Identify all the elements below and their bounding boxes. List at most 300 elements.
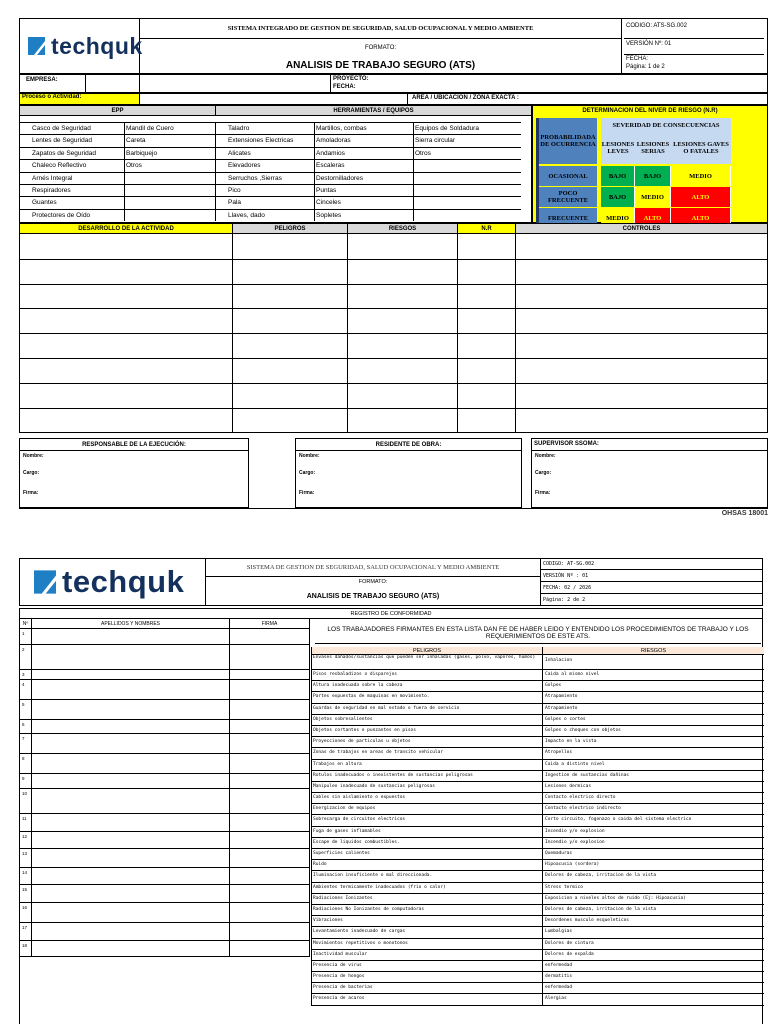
doc-title-2: ANALISIS DE TRABAJO SEGURO (ATS) bbox=[206, 587, 541, 605]
signer-signature-field[interactable] bbox=[230, 941, 310, 956]
tool-item: Pala bbox=[216, 196, 315, 208]
signer-row bbox=[20, 885, 310, 903]
hazard-text: Radiaciones No Ionizantes de computadoras bbox=[311, 905, 543, 915]
header-2 bbox=[19, 558, 763, 606]
hazard-text: Pisos resbaladizos o disparejos bbox=[311, 670, 543, 680]
hazard-text: Inactividad muscular bbox=[311, 950, 543, 960]
proceso-label: Proceso o Actividad: bbox=[20, 94, 140, 104]
matrix-row bbox=[539, 166, 733, 186]
risk-text: Contacto electrico indirecto bbox=[545, 806, 621, 812]
activity-cell[interactable] bbox=[20, 384, 233, 408]
epp-item: Protectores de Oído bbox=[20, 209, 125, 221]
risk-level-cell: ALTO bbox=[635, 208, 671, 228]
signer-signature-field[interactable] bbox=[230, 670, 310, 679]
hazard-text: Rotulos inadecuados o inexistentes de sustancias peligrosas bbox=[311, 771, 543, 781]
matrix-rows bbox=[539, 166, 733, 229]
signer-name-field[interactable] bbox=[32, 754, 230, 773]
activity-cell[interactable] bbox=[516, 359, 767, 383]
activity-row bbox=[20, 259, 767, 284]
risk-grid bbox=[536, 118, 730, 224]
epp-tools-row bbox=[20, 209, 531, 221]
hazard-text: Energizacion de equipos bbox=[311, 804, 543, 814]
hazard-text: Objetos cortantes o punzantes en pisos bbox=[311, 726, 543, 736]
activity-cell[interactable] bbox=[20, 309, 233, 333]
risk-text: Atrapamiento bbox=[545, 694, 578, 700]
signer-name-field[interactable] bbox=[32, 629, 230, 644]
risk-text: Atropellos bbox=[545, 750, 573, 756]
signer-row bbox=[20, 734, 310, 754]
empresa-label: EMPRESA: bbox=[26, 77, 58, 83]
risk-level-cell: ALTO bbox=[671, 187, 731, 207]
hazard-text: Guardas de seguridad en mal estado o fuera de servicio bbox=[311, 704, 543, 714]
risk-level-cell: ALTO bbox=[671, 208, 731, 228]
risk-text: Impacto en la vista bbox=[545, 739, 597, 745]
signer-signature-field[interactable] bbox=[230, 923, 310, 940]
hazard-row bbox=[311, 871, 764, 882]
activity-cell[interactable] bbox=[233, 234, 348, 259]
col-name: APELLIDOS Y NOMBRES bbox=[32, 619, 230, 629]
epp-item: Zapatos de Seguridad bbox=[20, 147, 125, 159]
hazard-text: Superficies calientes bbox=[311, 849, 543, 859]
hazard-text: Altura inadecuada sobre la cabeza bbox=[311, 681, 543, 691]
activity-cell[interactable] bbox=[348, 260, 458, 284]
signer-signature-field[interactable] bbox=[230, 734, 310, 753]
risk-text: Caida al mismo nivel bbox=[545, 672, 600, 677]
activity-cell[interactable] bbox=[233, 260, 348, 284]
signer-row bbox=[20, 680, 310, 700]
signer-name-field[interactable] bbox=[32, 941, 230, 956]
hazard-row bbox=[311, 760, 764, 771]
signer-number: 10 bbox=[20, 789, 32, 813]
hazard-risk-rows bbox=[311, 655, 764, 1006]
hazard-row bbox=[311, 950, 764, 961]
activity-row bbox=[20, 333, 767, 358]
tool-item: Extensiones Electricas bbox=[216, 134, 315, 146]
activity-cell[interactable] bbox=[233, 409, 348, 433]
hazard-row bbox=[311, 939, 764, 950]
signer-row bbox=[20, 814, 310, 832]
signer-row bbox=[20, 629, 310, 645]
signer-number: 13 bbox=[20, 849, 32, 867]
pagina: Página: 1 de 2 bbox=[626, 64, 665, 70]
activity-cell[interactable] bbox=[516, 285, 767, 309]
logo-2 bbox=[20, 559, 206, 605]
signer-name-field[interactable] bbox=[32, 774, 230, 788]
sev-col-3: LESIONES GAVES O FATALES bbox=[671, 132, 731, 164]
fecha-label: FECHA: bbox=[333, 84, 356, 90]
signer-row bbox=[20, 832, 310, 849]
risk-text: Desordenes musculo esqueleticos bbox=[545, 918, 629, 924]
version: VERSIÓN Nº: 01 bbox=[624, 41, 764, 55]
risk-text: Exposicion a niveles altos de ruido (Ej: Hipoacusia) bbox=[545, 895, 686, 901]
proyecto-label: PROYECTO: bbox=[333, 76, 369, 82]
signer-signature-field[interactable] bbox=[230, 700, 310, 719]
signer-row bbox=[20, 774, 310, 789]
signer-signature-field[interactable] bbox=[230, 832, 310, 848]
signer-name-field[interactable] bbox=[32, 645, 230, 669]
signer-row bbox=[20, 754, 310, 774]
activity-table bbox=[19, 223, 768, 433]
hazard-row bbox=[311, 916, 764, 927]
signer-number: 18 bbox=[20, 941, 32, 956]
signer-row bbox=[20, 720, 310, 734]
signer-number: 7 bbox=[20, 734, 32, 753]
signer-name-field[interactable] bbox=[32, 734, 230, 753]
sev-col-2: LESIONES SERIAS bbox=[635, 132, 671, 164]
activity-row bbox=[20, 234, 767, 259]
signer-number: 16 bbox=[20, 903, 32, 922]
empresa-box[interactable] bbox=[85, 75, 140, 92]
signer-name-field[interactable] bbox=[32, 885, 230, 902]
matrix-row bbox=[539, 187, 733, 207]
signer-signature-field[interactable] bbox=[230, 754, 310, 773]
activity-cell[interactable] bbox=[233, 384, 348, 408]
activity-cell[interactable] bbox=[20, 409, 233, 433]
hazard-text: Iluminacion insuficiente o mal direccionada. bbox=[311, 871, 543, 881]
signer-signature-field[interactable] bbox=[230, 903, 310, 922]
responsable-title: RESPONSABLE DE LA EJECUCIÓN: bbox=[20, 439, 248, 451]
signer-name-field[interactable] bbox=[32, 923, 230, 940]
activity-cell[interactable] bbox=[20, 359, 233, 383]
hazard-row bbox=[311, 748, 764, 759]
hazard-text: Ruido bbox=[311, 860, 543, 870]
tool-item-2: Cinceles bbox=[315, 196, 414, 208]
system-title: SISTEMA INTEGRADO DE GESTION DE SEGURIDAD, SALUD OCUPACIONAL Y MEDIO AMBIENTE bbox=[140, 19, 622, 39]
signer-row bbox=[20, 670, 310, 680]
hazard-row bbox=[311, 849, 764, 860]
tool-item-3 bbox=[414, 172, 521, 184]
epp-item-extra bbox=[125, 209, 216, 221]
col-riesgos: RIESGOS bbox=[348, 224, 458, 234]
responsable-firma: Firma: bbox=[23, 490, 39, 496]
pagina-2: Página: 2 de 2 bbox=[543, 597, 586, 603]
epp-item: Respiradores bbox=[20, 184, 125, 196]
fecha-2: FECHA: 02 / 2026 bbox=[541, 582, 762, 594]
risk-text: Dolores de cabeza, irritacion de la vista bbox=[545, 873, 657, 879]
signer-row bbox=[20, 849, 310, 868]
hazard-text: Movimientos repetitivos o monotonos bbox=[311, 939, 543, 949]
activity-row bbox=[20, 284, 767, 309]
residente-cargo: Cargo: bbox=[299, 470, 316, 476]
risk-text: Incendio y/o explosion bbox=[545, 839, 605, 845]
activity-cell[interactable] bbox=[348, 409, 458, 433]
activity-cell[interactable] bbox=[458, 234, 516, 259]
signer-signature-field[interactable] bbox=[230, 849, 310, 867]
severity-label: SEVERIDAD DE CONSECUENCIAS bbox=[601, 118, 731, 132]
risk-text: enfermedad bbox=[545, 985, 573, 991]
hazard-row bbox=[311, 961, 764, 972]
responsable-box bbox=[19, 438, 249, 508]
hazard-row bbox=[311, 692, 764, 703]
hazard-row bbox=[311, 771, 764, 782]
activity-rows bbox=[20, 234, 767, 432]
activity-cell[interactable] bbox=[20, 260, 233, 284]
hazard-text: Objetos sobresalientes bbox=[311, 715, 543, 725]
supervisor-title: SUPERVISOR SSOMA: bbox=[532, 439, 767, 451]
signer-signature-field[interactable] bbox=[230, 680, 310, 699]
signer-number: 1 bbox=[20, 629, 32, 644]
risk-text: Corto circuito, fogonazo o caida del sistema electrico bbox=[545, 817, 692, 823]
activity-row bbox=[20, 383, 767, 408]
signer-name-field[interactable] bbox=[32, 903, 230, 922]
risk-text: Dolores de espalda bbox=[545, 951, 594, 957]
hazard-text: Vibraciones bbox=[311, 916, 543, 926]
hazard-row bbox=[311, 827, 764, 838]
signer-number: 3 bbox=[20, 670, 32, 679]
logo-text-2: techquk bbox=[62, 564, 185, 599]
epp-item: Casco de Seguridad bbox=[20, 122, 125, 134]
codigo-2: CODIGO: AT-SG.002 bbox=[541, 559, 762, 570]
statement: LOS TRABAJADORES FIRMANTES EN ESTA LISTA DAN FE DE HABER LEIDO Y ENTENDIDO LOS PROCEDIMIENTOS DE TRABAJO Y LOS REQUERIMIENTOS DE ESTE ATS. bbox=[315, 622, 761, 644]
hazard-text: Fuga de gases inflamables bbox=[311, 827, 543, 837]
formato-label-2: FORMATO: bbox=[206, 577, 541, 587]
epp-item-extra: Barbiquejo bbox=[125, 147, 216, 159]
formato-label: FORMATO: bbox=[140, 39, 622, 57]
signer-row bbox=[20, 645, 310, 670]
epp-header: EPP bbox=[20, 106, 216, 116]
signer-number: 17 bbox=[20, 923, 32, 940]
hazard-text: Trabajos en altura bbox=[311, 760, 543, 770]
tool-item: Elevadores bbox=[216, 159, 315, 171]
tool-item: Serruchos ,Sierras bbox=[216, 172, 315, 184]
hazard-text: Cables sin aislamiento o expuestos bbox=[311, 793, 543, 803]
risk-header: DETERMINACION DEL NIVER DE RIESGO (N.R) bbox=[582, 108, 718, 114]
signer-number: 15 bbox=[20, 885, 32, 902]
supervisor-box bbox=[531, 438, 768, 508]
logo bbox=[20, 19, 143, 73]
hazard-text: Ambientes termicamente inadecuados (frio o calor) bbox=[311, 883, 543, 893]
signer-name-field[interactable] bbox=[32, 849, 230, 867]
tool-item-2: Andamios bbox=[315, 147, 414, 159]
probability-row-label: OCASIONAL bbox=[539, 166, 597, 186]
signer-number: 14 bbox=[20, 868, 32, 884]
signer-number: 9 bbox=[20, 774, 32, 788]
signer-name-field[interactable] bbox=[32, 680, 230, 699]
supervisor-firma: Firma: bbox=[535, 490, 551, 496]
epp-tools-row bbox=[20, 159, 531, 171]
signer-signature-field[interactable] bbox=[230, 885, 310, 902]
activity-cell[interactable] bbox=[348, 334, 458, 358]
registro-title: REGISTRO DE CONFORMIDAD bbox=[19, 608, 763, 619]
signer-signature-field[interactable] bbox=[230, 774, 310, 788]
activity-cell[interactable] bbox=[458, 309, 516, 333]
epp-item-extra bbox=[125, 172, 216, 184]
hazard-row bbox=[311, 883, 764, 894]
tool-item: Alicates bbox=[216, 147, 315, 159]
tools-header: HERRAMIENTAS / EQUIPOS bbox=[216, 106, 531, 116]
risk-text: Golpes o cortes bbox=[545, 716, 586, 722]
hazard-row bbox=[311, 782, 764, 793]
signers-table bbox=[19, 619, 763, 1024]
epp-tools-row bbox=[20, 184, 531, 196]
signer-name-field[interactable] bbox=[32, 868, 230, 884]
hazard-row bbox=[311, 972, 764, 983]
empresa-row bbox=[19, 74, 768, 93]
epp-tools-row bbox=[20, 172, 531, 184]
tool-item-3 bbox=[414, 184, 521, 196]
signer-name-field[interactable] bbox=[32, 832, 230, 848]
activity-cell[interactable] bbox=[516, 234, 767, 259]
activity-cell[interactable] bbox=[233, 309, 348, 333]
col-n: Nº bbox=[20, 619, 32, 629]
activity-cell[interactable] bbox=[516, 384, 767, 408]
ohsas-label: OHSAS 18001 bbox=[721, 510, 768, 517]
signer-row bbox=[20, 923, 310, 941]
page-1 bbox=[19, 18, 768, 520]
risk-text: enfermedad bbox=[545, 962, 573, 968]
risk-text: Hipoacusia (sordera) bbox=[545, 862, 600, 868]
activity-cell[interactable] bbox=[233, 334, 348, 358]
version-2: VERSIÓN Nº : 01 bbox=[541, 570, 762, 582]
tool-item-3: Otros bbox=[414, 147, 521, 159]
header bbox=[19, 18, 768, 74]
hazard-row bbox=[311, 737, 764, 748]
proceso-input[interactable] bbox=[140, 94, 408, 104]
proceso-row bbox=[19, 93, 768, 105]
activity-cell[interactable] bbox=[516, 334, 767, 358]
tool-item-3 bbox=[414, 209, 521, 221]
hazard-row bbox=[311, 715, 764, 726]
activity-cell[interactable] bbox=[348, 285, 458, 309]
hazard-row bbox=[311, 815, 764, 826]
signer-signature-field[interactable] bbox=[230, 814, 310, 831]
hazard-text: Proyecciones de particulas u objetos bbox=[311, 737, 543, 747]
risk-level-cell: BAJO bbox=[601, 187, 635, 207]
activity-cell[interactable] bbox=[20, 234, 233, 259]
activity-cell[interactable] bbox=[348, 234, 458, 259]
responsable-cargo: Cargo: bbox=[23, 470, 40, 476]
activity-cell[interactable] bbox=[458, 384, 516, 408]
hazard-row bbox=[311, 704, 764, 715]
activity-cell[interactable] bbox=[516, 409, 767, 433]
risk-text: Alergias bbox=[545, 996, 567, 1002]
signer-number: 6 bbox=[20, 720, 32, 733]
hazard-row bbox=[311, 983, 764, 994]
signer-name-field[interactable] bbox=[32, 814, 230, 831]
tool-item-3: Sierra circular bbox=[414, 134, 521, 146]
hazard-row bbox=[311, 838, 764, 849]
tool-item-3 bbox=[414, 196, 521, 208]
activity-cell[interactable] bbox=[516, 260, 767, 284]
risk-level-cell: MEDIO bbox=[635, 187, 671, 207]
risk-level-cell: MEDIO bbox=[671, 166, 731, 186]
signer-number: 4 bbox=[20, 680, 32, 699]
activity-cell[interactable] bbox=[20, 334, 233, 358]
hazard-text: Presencia de hongos bbox=[311, 972, 543, 982]
tool-item-2: Amoladoras bbox=[315, 134, 414, 146]
hazard-row bbox=[311, 655, 764, 670]
activity-cell[interactable] bbox=[458, 409, 516, 433]
hazard-text: Presencia de bacterias bbox=[311, 983, 543, 993]
logo-mark-icon bbox=[34, 570, 56, 594]
sev-col-1: LESIONES LEVES bbox=[601, 132, 635, 164]
activity-row bbox=[20, 408, 767, 433]
epp-item: Chaleco Reflectivo bbox=[20, 159, 125, 171]
logo-text: techquk bbox=[51, 32, 143, 59]
signer-row bbox=[20, 868, 310, 885]
signer-row bbox=[20, 700, 310, 720]
probability-label: PROBABILIDADA DE OCURRENCIA bbox=[539, 118, 597, 164]
signer-name-field[interactable] bbox=[32, 789, 230, 813]
hazard-text: Sobrecarga de circuitos electricos bbox=[311, 815, 543, 825]
hazard-text: Levantamiento inadecuado de cargas bbox=[311, 927, 543, 937]
activity-cell[interactable] bbox=[458, 260, 516, 284]
hazard-row bbox=[311, 994, 764, 1005]
signer-signature-field[interactable] bbox=[230, 645, 310, 669]
col-nr: N.R bbox=[458, 224, 516, 234]
probability-row-label: FRECUENTE bbox=[539, 208, 597, 228]
tool-item: Llaves, dado bbox=[216, 209, 315, 221]
signer-number: 11 bbox=[20, 814, 32, 831]
hazard-text: Partes expuestas de maquinas en movimiento. bbox=[311, 692, 543, 702]
hazard-row bbox=[311, 927, 764, 938]
residente-firma: Firma: bbox=[299, 490, 315, 496]
risk-text: Inhalacion bbox=[545, 658, 573, 663]
riesgos-header: RIESGOS bbox=[543, 647, 764, 655]
activity-cell[interactable] bbox=[348, 384, 458, 408]
signer-signature-field[interactable] bbox=[230, 789, 310, 813]
signer-row bbox=[20, 941, 310, 957]
signer-number: 5 bbox=[20, 700, 32, 719]
activity-cell[interactable] bbox=[233, 285, 348, 309]
signer-signature-field[interactable] bbox=[230, 629, 310, 644]
risk-text: Stress termico bbox=[545, 884, 583, 890]
risk-text: Contacto electrico directo bbox=[545, 795, 616, 801]
tool-item-2: Martillos, combas bbox=[315, 122, 414, 134]
epp-item-extra: Careta bbox=[125, 134, 216, 146]
activity-row bbox=[20, 358, 767, 383]
epp-item-extra bbox=[125, 196, 216, 208]
risk-text: Ingestion de sustancias dañinas bbox=[545, 772, 629, 778]
risk-level-cell: BAJO bbox=[635, 166, 671, 186]
activity-cell[interactable] bbox=[233, 359, 348, 383]
signer-name-field[interactable] bbox=[32, 700, 230, 719]
activity-row bbox=[20, 308, 767, 333]
risk-text: Caida a distinto nivel bbox=[545, 761, 605, 767]
hazard-text: Presencia de acaros bbox=[311, 994, 543, 1004]
probability-row-label: POCO FRECUENTE bbox=[539, 187, 597, 207]
risk-text: Dolores de cabeza, irritacion de la vista bbox=[545, 906, 657, 912]
epp-item: Lentes de Seguridad bbox=[20, 134, 125, 146]
signer-signature-field[interactable] bbox=[230, 720, 310, 733]
risk-text: Quemaduras bbox=[545, 851, 573, 856]
risk-text: Dolores de cintura bbox=[545, 940, 594, 946]
activity-cell[interactable] bbox=[458, 285, 516, 309]
epp-item-extra bbox=[125, 184, 216, 196]
epp-item: Arnés Integral bbox=[20, 172, 125, 184]
hazard-text: Presencia de virus bbox=[311, 961, 543, 971]
activity-cell[interactable] bbox=[458, 359, 516, 383]
signer-name-field[interactable] bbox=[32, 670, 230, 679]
risk-level-cell: MEDIO bbox=[601, 208, 635, 228]
activity-cell[interactable] bbox=[348, 309, 458, 333]
signer-signature-field[interactable] bbox=[230, 868, 310, 884]
hazard-row bbox=[311, 681, 764, 692]
signer-number: 2 bbox=[20, 645, 32, 669]
activity-cell[interactable] bbox=[458, 334, 516, 358]
hazard-text: Radiaciones Ionizantes bbox=[311, 894, 543, 904]
signer-name-field[interactable] bbox=[32, 720, 230, 733]
risk-text: dermatitis bbox=[545, 974, 573, 980]
signer-row bbox=[20, 789, 310, 814]
activity-cell[interactable] bbox=[348, 359, 458, 383]
epp-tools-rows bbox=[20, 122, 531, 221]
footer bbox=[19, 508, 768, 520]
activity-cell[interactable] bbox=[516, 309, 767, 333]
hazard-row bbox=[311, 670, 764, 681]
activity-cell[interactable] bbox=[20, 285, 233, 309]
epp-item-extra: Otros bbox=[125, 159, 216, 171]
